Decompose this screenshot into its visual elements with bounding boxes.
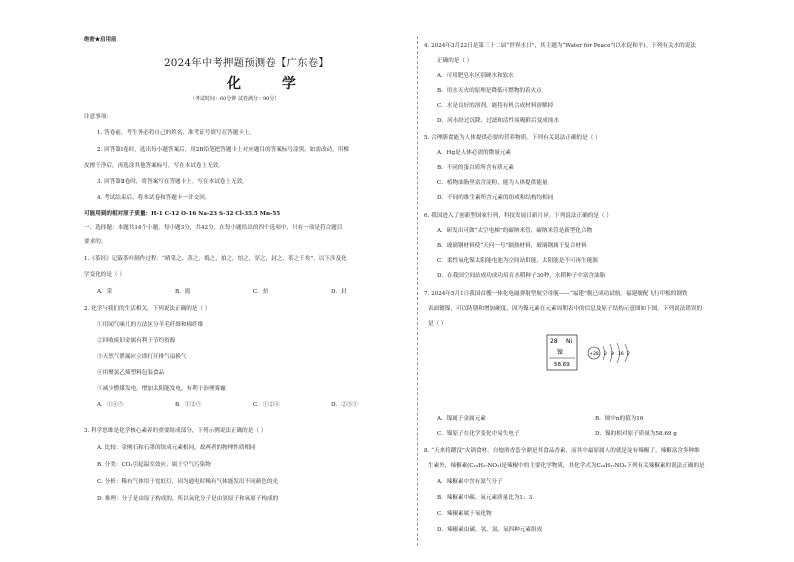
secret-label: 绝密★启用前 <box>84 37 117 43</box>
option[interactable]: B．①②⑤ <box>175 402 202 408</box>
option-row <box>424 432 677 438</box>
option[interactable]: B．不同的蛋白质所含有质元素 <box>437 165 514 171</box>
exam-title: 2024年中考押题预测卷【广东卷】 <box>164 57 329 69</box>
option[interactable]: B. 分类：CO₂引起温室效应，属于空气污染物 <box>97 462 211 468</box>
option-row <box>84 290 347 296</box>
notice-item: 2. 回答第Ⅰ卷时，选出每小题答案后，用2B铅笔把答题卡上对应题目的答案标号涂黑。如需改动，用橡 <box>97 147 349 153</box>
option[interactable]: A．辣椒素中含有氮气分子 <box>437 479 503 485</box>
option[interactable]: A．采 <box>97 289 113 295</box>
question-stem: 学变化的是（ ） <box>84 272 125 278</box>
option[interactable]: D．河水经过沉降、过滤和活性炭吸附后变成纯水 <box>437 118 559 124</box>
question-stem: 生素外，辣椒素(C₁₈H₂₇NO₃)是辣椒中的主要化学物质，其化学式为C₁₈H₂₇NO₃下列有关辣椒素的说法正确的是 <box>428 463 705 469</box>
option[interactable]: A．①④⑤ <box>97 402 124 408</box>
nucleus-charge: +28 <box>589 352 599 357</box>
option[interactable]: C．水是良好的溶剂，能将有机合成材料溶解掉 <box>437 103 554 109</box>
question-stem: 3. 科学思维是化学核心素养的重要组成部分，下列示例说法正确的是（ ） <box>84 428 267 434</box>
question-stem: 2. 化学与我们的生活相关。下列说法正确的是（ ） <box>84 306 211 312</box>
option[interactable]: C．镍原子在化学变化中易失电子 <box>437 431 520 437</box>
notice-item: 4. 考试结束后，将本试卷和答题卡一并交回。 <box>97 195 211 201</box>
option[interactable]: D．镍的相对原子质量为58.69 g <box>595 431 677 437</box>
section-title-cont: 要求的。 <box>84 239 107 245</box>
option-row <box>84 403 358 409</box>
option[interactable]: A．镍属于金属元素 <box>437 416 486 422</box>
question-stem: 5. 合理膳食能为人体提供必要的营养物质。下列有关说法正确的是（ ） <box>424 135 601 141</box>
atomic-number: 28 <box>550 338 558 345</box>
question-stem: 1.《茶经》记载茶叶制作过程：“晴采之，蒸之，捣之，拍之，焙之，穿之，封之，茶之干矣”。以下涉及化 <box>84 256 347 262</box>
option[interactable]: A. 比较：金刚石和石墨的组成元素相同，故两者的物理性质相同 <box>97 445 256 451</box>
option[interactable]: D．在我国空间站成功成功培育水稻种子30秒，水稻种子中富含油脂 <box>437 273 606 279</box>
option[interactable]: B．图中n的值为16 <box>595 416 644 422</box>
statement: ①用闻气味儿的方法区分羊毛纤维和棉纤维 <box>97 322 204 328</box>
shell-count: 16 <box>618 352 624 357</box>
shell-count: 2 <box>627 352 630 357</box>
shell-count: 8 <box>611 352 614 357</box>
subject-title: 化 学 <box>227 76 314 92</box>
option[interactable]: A．研发出可做“太空电梯”的碳纳米管，碳纳米管是新型化合物 <box>437 228 593 234</box>
shell-count: 2 <box>604 352 607 357</box>
element-and-atom-figure <box>546 334 646 372</box>
option[interactable]: C．①②④ <box>253 402 280 408</box>
option[interactable]: C．辣椒素属于氧化物 <box>437 511 492 517</box>
statement: ④用聚氯乙烯塑料包装食品 <box>97 370 165 376</box>
option[interactable]: B．玻璃钢材料使“天问一号”隔热材料，玻璃钢属于复合材料 <box>437 243 587 249</box>
question-stem: 4. 2024年3月22日是第三十二届“世界水日”，其主题为“Water for Peace”(以水促和平)。下列有关水的说法 <box>424 43 696 49</box>
atomic-masses: 可能用到的相对原子质量：H-1 C-12 O-16 Na-23 S-32 Cl-35.5 Mn-55 <box>84 211 281 217</box>
question-stem: 8. “天来将蹲没”火锅食材，自炮滑香套全鼎是其食品香素，而其中最原属人的就是淀有辣椒了。辣椒富含多种维 <box>424 448 700 454</box>
atomic-mass: 58.69 <box>554 362 570 368</box>
option[interactable]: C. 分析：稀有气体用于霓虹灯，因为通电时稀有气体能发出不同颜色的光 <box>97 479 279 485</box>
option[interactable]: A．可用肥皂水区别硬水和软水 <box>437 73 514 79</box>
option[interactable]: D．不同的维生素所含元素的组成和结构均相同 <box>437 195 554 201</box>
option[interactable]: D．②③⑤ <box>331 402 358 408</box>
column-divider <box>417 36 418 546</box>
section-title: 一、选择题：本题共14个小题，每小题3分，共42分。在每小题给出的四个选项中，只有一项是符合题目 <box>84 225 343 231</box>
time-note: （考试时间：60分钟 试卷满分：90分） <box>190 96 280 102</box>
option[interactable]: C．柔性氧化镍太阳能电池为空间站供能，太阳能是不可再生能源 <box>437 258 598 264</box>
nickel-diagram <box>546 334 646 372</box>
element-symbol: Ni <box>566 338 573 345</box>
question-stem: 是（ ） <box>428 321 447 327</box>
option-row <box>424 417 643 423</box>
question-stem: 7. 2024年5月1日我国首艘一体化电磁弹射型航空母舰——“福建”舰已成功试航。福建舰配飞行甲板的钢铁 <box>424 291 688 297</box>
option[interactable]: C．植物油脂里富含淀粉，能为人体提供能量 <box>437 180 548 186</box>
option[interactable]: B．捣 <box>175 289 191 295</box>
statement: ②回收废旧金属有利于节约资源 <box>97 338 176 344</box>
option[interactable]: C．焙 <box>253 289 269 295</box>
question-stem: 6. 我国进入了创新型国家行列，科技发展日新月异。下列说法正确的是（ ） <box>424 213 612 219</box>
option[interactable]: A．Hg是人体必需的微量元素 <box>437 150 512 156</box>
option[interactable]: D．辣椒素由碳、氢、氮、氧四种元素组成 <box>437 527 543 533</box>
option[interactable]: B．辣椒素中碳、氧元素质量比为1：3 <box>437 495 533 501</box>
question-stem: 表面镀镍，可以防锈和增加硬度，因为镍元素在元素周期表中的信息及原子结构示意图如下图。下列说法错误的 <box>428 306 703 312</box>
statement: ③天然气泄漏应立即打开排气扇换气 <box>97 354 187 360</box>
question-stem: 正确的是（ ） <box>437 58 473 64</box>
notice-item: 1. 答卷前，考生务必将自己的姓名、准考证号填写在答题卡上。 <box>97 130 256 136</box>
option[interactable]: D．封 <box>331 289 347 295</box>
option[interactable]: B．用水灭火的原理是降低可燃物的着火点 <box>437 88 542 94</box>
element-name: 镍 <box>557 349 564 356</box>
notice-item: 3. 回答第Ⅱ卷时，将答案写在答题卡上。写在本试卷上无效。 <box>97 179 248 185</box>
statement: ⑤减少燃煤发电，增加太阳能发电，有利于治理雾霾 <box>97 386 226 392</box>
option[interactable]: D. 推理：分子是由原子构成的，所以氧化分子是由氢原子和氧原子构成的 <box>97 496 279 502</box>
notice-item: 皮擦干净后，再选涂其他答案标号。写在本试卷上无效。 <box>84 163 224 169</box>
notice-heading: 注意事项： <box>84 114 112 120</box>
